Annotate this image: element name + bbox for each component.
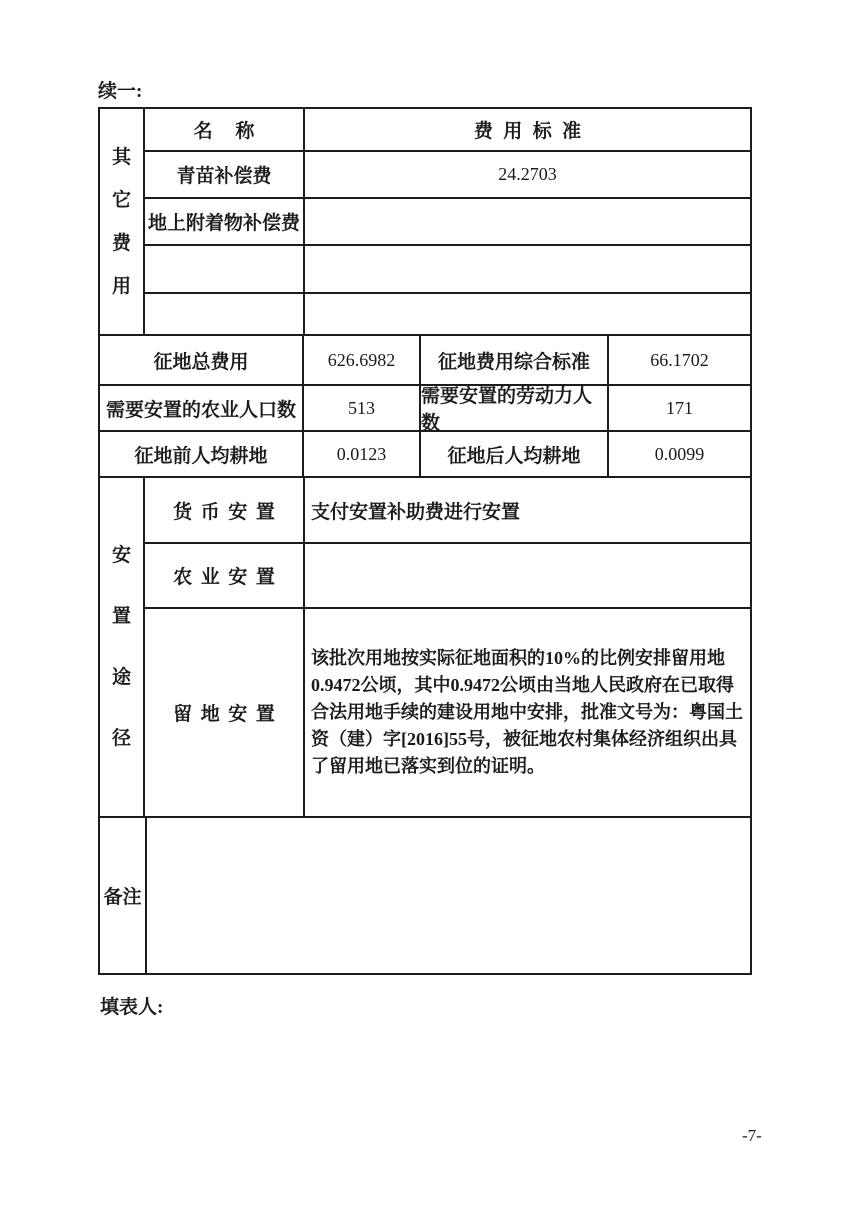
- summary-value: 0.0099: [654, 443, 705, 464]
- remarks-row: [100, 818, 750, 973]
- summary-value: 171: [666, 397, 693, 418]
- fee-name: 地上附着物补偿费: [145, 199, 305, 244]
- fee-value: [305, 294, 750, 334]
- land-expropriation-table: [98, 107, 752, 975]
- summary-value: 0.0123: [304, 432, 421, 476]
- resettlement-row-header: 安置途径: [111, 545, 131, 749]
- summary-row-total-cost: [100, 336, 750, 386]
- form-filler-label: 填表人:: [100, 997, 164, 1018]
- fee-value: [305, 246, 750, 292]
- fee-value: 24.2703: [498, 164, 557, 184]
- summary-value: 626.6982: [304, 336, 421, 384]
- summary-label: 征地前人均耕地: [100, 432, 304, 476]
- resettlement-row-header-cell: [100, 478, 145, 816]
- summary-label: 征地总费用: [100, 336, 304, 384]
- other-fees-row-header: 其它费用: [111, 146, 131, 297]
- resettlement-section: [100, 478, 750, 818]
- summary-label: 征地费用综合标准: [421, 336, 609, 384]
- standard-column-header: 费用标准: [473, 121, 592, 142]
- page-number: -7-: [742, 1126, 762, 1145]
- remarks-label: 备注: [100, 818, 147, 973]
- summary-label: 需要安置的农业人口数: [100, 386, 304, 430]
- table-row: [145, 246, 750, 294]
- resettlement-content: [305, 609, 750, 816]
- summary-value: 66.1702: [650, 349, 709, 370]
- table-row-reserved-land-resettlement: [145, 609, 750, 816]
- resettlement-type-label: 农业安置: [173, 567, 284, 588]
- summary-row-per-capita-land: [100, 432, 750, 478]
- other-fees-row-header-cell: [100, 109, 145, 334]
- table-row: [145, 199, 750, 246]
- fee-value: [305, 199, 750, 244]
- table-row: [145, 152, 750, 199]
- remarks-content: [147, 818, 750, 973]
- fee-name: [145, 246, 305, 292]
- resettlement-content: 支付安置补助费进行安置: [311, 501, 521, 523]
- summary-label: 需要安置的劳动力人数: [421, 386, 609, 430]
- table-row-agricultural-resettlement: [145, 544, 750, 609]
- table-row: [145, 294, 750, 334]
- summary-value: 513: [304, 386, 421, 430]
- resettlement-type-label: 货币安置: [173, 501, 284, 523]
- reserved-land-paragraph: 该批次用地按实际征地面积的10%的比例安排留用地0.9472公顷，其中0.9472公顷由当地人民政府在已取得合法用地手续的建设用地中安排，批准文号为：粤国土资（建）字[2016]55号，被征地农村集体经济组织出具了留用地已落实到位的证明。: [311, 648, 743, 776]
- fee-name: [145, 294, 305, 334]
- table-row: [145, 109, 750, 152]
- resettlement-content: [305, 544, 750, 607]
- fee-name: 青苗补偿费: [145, 152, 305, 197]
- other-fees-section: [100, 109, 750, 336]
- table-row-monetary-resettlement: [145, 478, 750, 544]
- summary-row-population: [100, 386, 750, 432]
- name-column-header: 名称: [193, 121, 278, 142]
- continuation-label: 续一:: [98, 81, 143, 102]
- resettlement-type-label: 留地安置: [173, 704, 284, 725]
- summary-label: 征地后人均耕地: [421, 432, 609, 476]
